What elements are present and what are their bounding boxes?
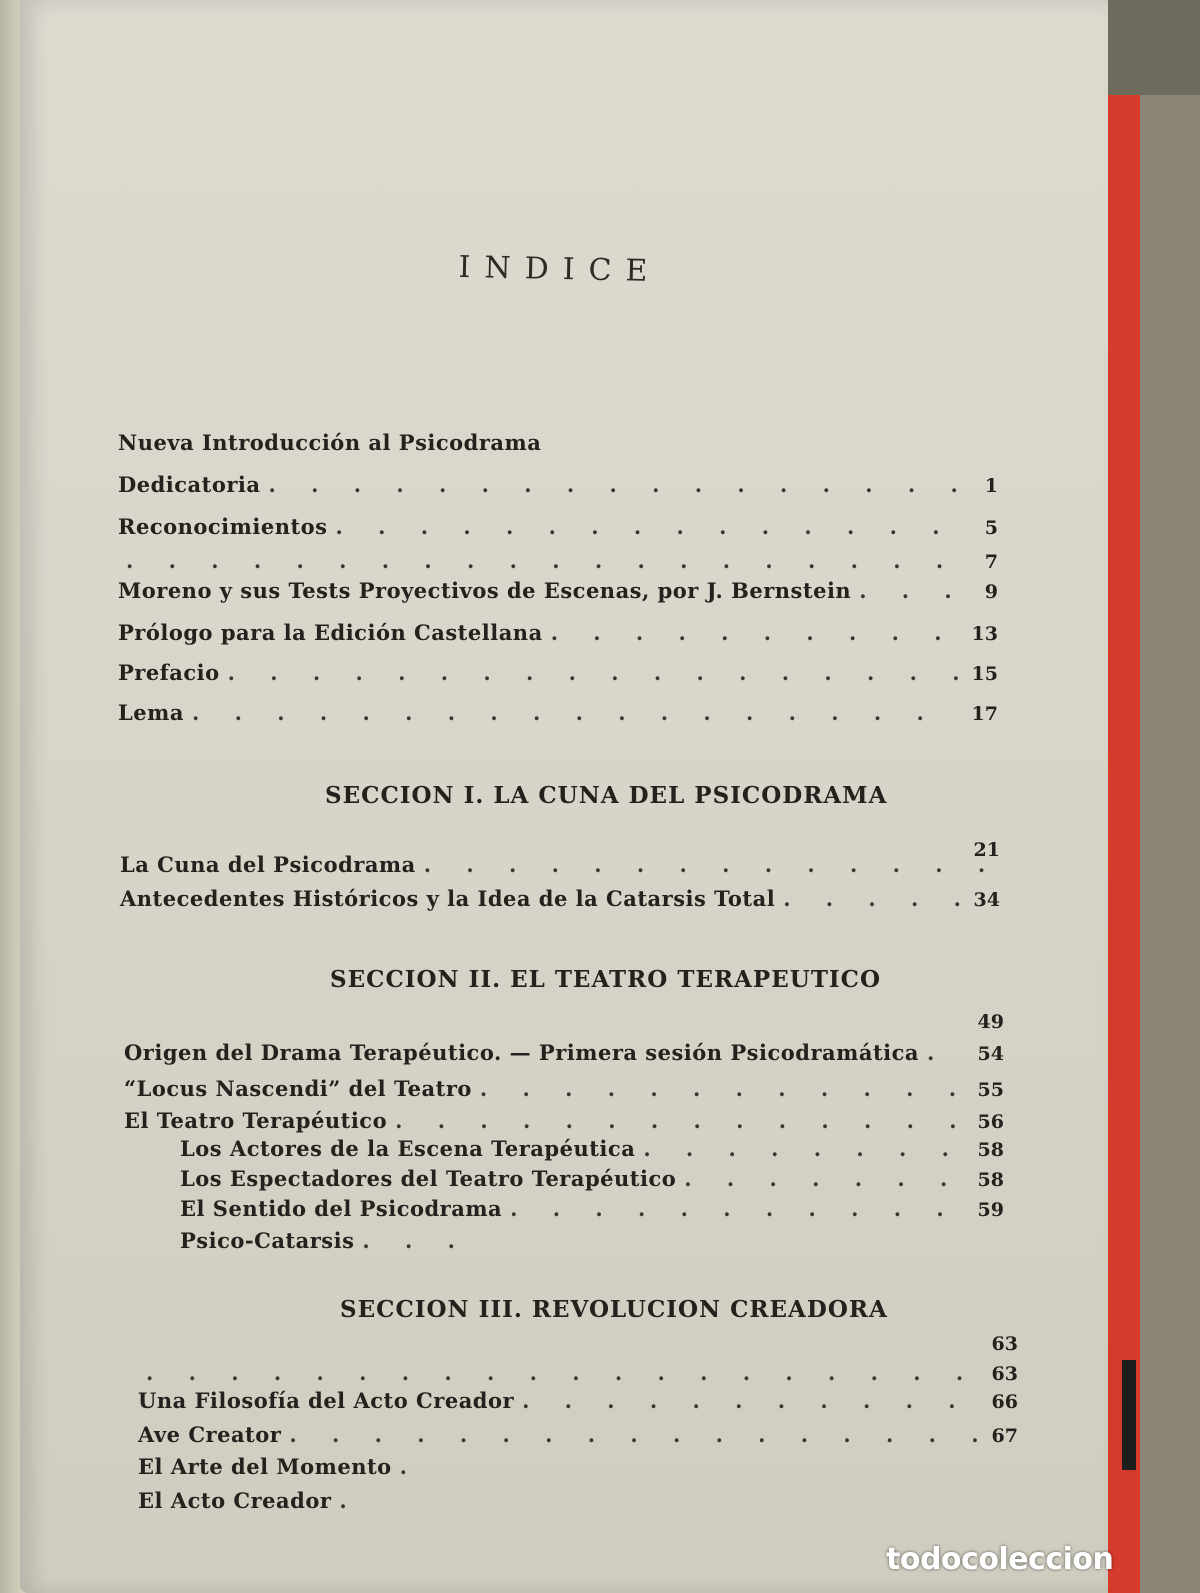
leader-dots: [424, 852, 992, 877]
toc-entry-page: 55: [977, 1079, 1004, 1101]
leader-dots: [522, 1388, 980, 1413]
leader-dots: [510, 1196, 966, 1221]
toc-entry: [138, 1488, 384, 1522]
leader-dots: [339, 1488, 376, 1513]
toc-entry: [118, 514, 998, 548]
leader-dots: [400, 1454, 412, 1479]
toc-entry-label: Dedicatoria: [118, 472, 261, 497]
toc-subentry: [124, 1228, 476, 1262]
toc-entry-label: Nueva Introducción al Psicodrama: [118, 430, 542, 455]
toc-entry-page: 1: [984, 475, 998, 497]
leader-dots: [289, 1422, 980, 1447]
toc-entry-label: El Arte del Momento: [138, 1454, 392, 1479]
toc-entry: [124, 1040, 1004, 1074]
toc-entry-page: 7: [984, 551, 998, 573]
toc-subentry: [124, 1196, 1004, 1230]
leader-dots: [783, 886, 962, 911]
toc-entry-page: 63: [991, 1333, 1018, 1355]
leader-dots: [551, 620, 960, 645]
spine-strip: [1122, 1360, 1136, 1470]
toc-entry-label: Prefacio: [118, 660, 220, 685]
leader-dots: [395, 1108, 966, 1133]
leader-dots: [643, 1136, 966, 1161]
toc-entry: [138, 1388, 1018, 1422]
leader-dots: [927, 1040, 966, 1065]
section-heading: SECCION I. LA CUNA DEL PSICODRAMA: [325, 782, 888, 809]
toc-entry: [118, 548, 998, 582]
toc-entry-page: 15: [971, 663, 998, 685]
toc-entry: [118, 660, 998, 694]
page-title: INDICE: [458, 249, 662, 290]
toc-entry-page: 9: [984, 581, 998, 603]
watermark-logo: todocoleccion: [886, 1542, 1114, 1577]
toc-entry-label: La Cuna del Psicodrama: [120, 852, 416, 877]
leader-dots: [268, 472, 960, 497]
toc-entry-label: Ave Creator: [138, 1422, 282, 1447]
toc-entry-label: Prólogo para la Edición Castellana: [118, 620, 543, 645]
leader-dots: [362, 1228, 468, 1253]
section-heading: SECCION II. EL TEATRO TERAPEUTICO: [330, 966, 882, 993]
toc-entry-page: 54: [977, 1043, 1004, 1065]
toc-entry-label: “Locus Nascendi” del Teatro: [124, 1076, 472, 1101]
toc-entry-label: Los Actores de la Escena Terapéutica: [180, 1136, 636, 1161]
toc-entry-page: 49: [977, 1011, 1004, 1033]
toc-entry-page: 21: [973, 839, 1000, 861]
toc-entry-label: Moreno y sus Tests Proyectivos de Escenas, por J. Bernstein: [118, 578, 852, 603]
toc-entry-page: 59: [977, 1199, 1004, 1221]
toc-entry-page: 66: [991, 1391, 1018, 1413]
toc-entry: [138, 1454, 420, 1488]
leader-dots: [126, 548, 960, 573]
toc-entry-label: Lema: [118, 700, 184, 725]
toc-entry: [118, 700, 998, 734]
toc-entry-page: 34: [973, 889, 1000, 911]
leader-dots: [684, 1166, 966, 1191]
book-page: [20, 0, 1108, 1593]
toc-entry-label: Origen del Drama Terapéutico. — Primera sesión Psicodramática: [124, 1040, 920, 1065]
toc-entry-label: Psico-Catarsis: [180, 1228, 355, 1253]
toc-entry: [124, 1076, 1004, 1110]
toc-entry-page: 58: [977, 1169, 1004, 1191]
leader-dots: [192, 700, 960, 725]
toc-entry-page: 5: [984, 517, 998, 539]
leader-dots: [146, 1360, 980, 1385]
toc-subentry: [124, 1136, 1004, 1170]
section-heading: SECCION III. REVOLUCION CREADORA: [340, 1296, 888, 1323]
toc-entry: [118, 472, 998, 506]
leader-dots: [859, 578, 960, 603]
toc-entry-page: 58: [977, 1139, 1004, 1161]
leader-dots: [336, 514, 960, 539]
toc-entry-page: 13: [971, 623, 998, 645]
leader-dots: [480, 1076, 966, 1101]
toc-entry: [120, 852, 1000, 886]
toc-entry-label: Los Espectadores del Teatro Terapéutico: [180, 1166, 677, 1191]
toc-entry: [124, 1008, 1004, 1042]
toc-entry: [138, 1422, 1018, 1456]
toc-entry-page: 56: [977, 1111, 1004, 1133]
toc-entry-label: El Acto Creador: [138, 1488, 332, 1513]
leader-dots: [228, 660, 960, 685]
toc-entry: [118, 578, 998, 612]
toc-entry-label: Antecedentes Históricos y la Idea de la Catarsis Total: [120, 886, 776, 911]
toc-entry-page: 17: [971, 703, 998, 725]
toc-entry: [118, 430, 998, 464]
toc-entry: [118, 620, 998, 654]
toc-entry-label: Una Filosofía del Acto Creador: [138, 1388, 515, 1413]
toc-entry-page: 63: [991, 1363, 1018, 1385]
toc-subentry: [124, 1166, 1004, 1200]
toc-entry-label: Reconocimientos: [118, 514, 328, 539]
toc-entry-label: El Sentido del Psicodrama: [180, 1196, 503, 1221]
toc-entry-label: El Teatro Terapéutico: [124, 1108, 388, 1133]
toc-entry: [120, 886, 1000, 920]
toc-entry-page: 67: [991, 1425, 1018, 1447]
toc-entry: [138, 1330, 1018, 1364]
